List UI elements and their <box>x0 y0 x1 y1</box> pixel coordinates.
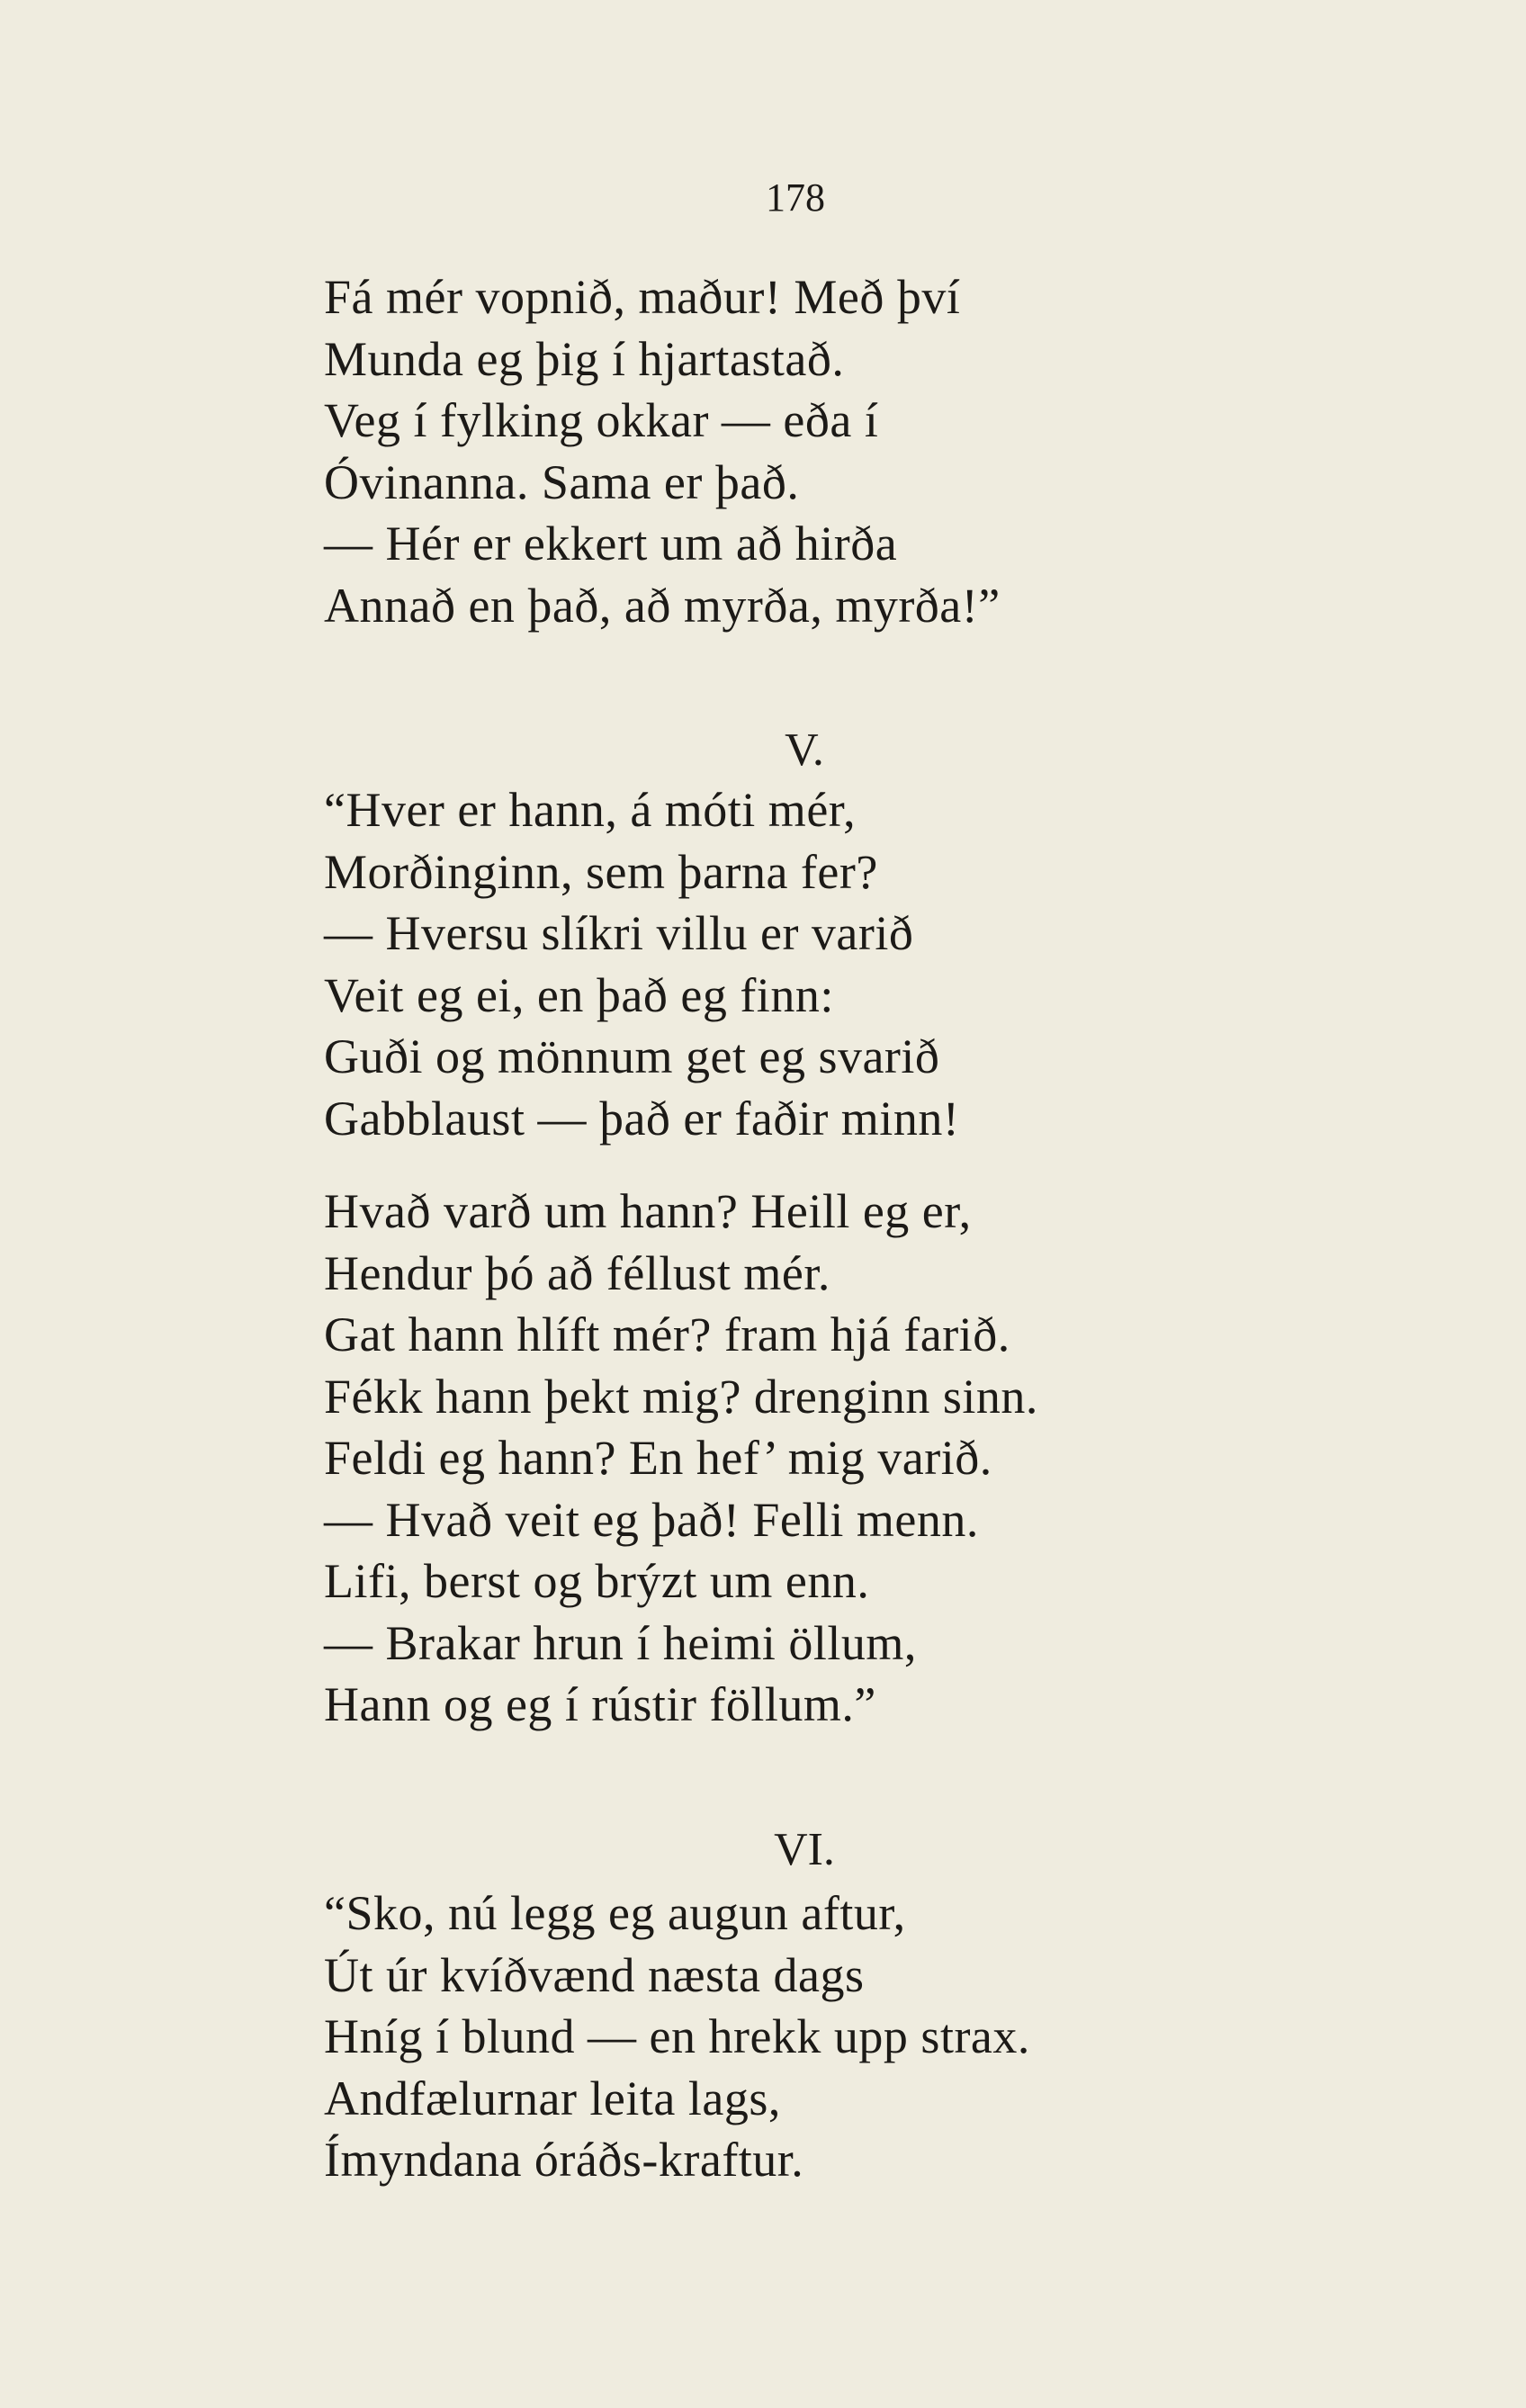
verse-line: Hvað varð um hann? Heill eg er, <box>324 1184 972 1238</box>
verse-line: Fékk hann þekt mig? drenginn sinn. <box>324 1369 1038 1424</box>
verse-line: — Hér er ekkert um að hirða <box>324 517 898 571</box>
verse-line: Andfælurnar leita lags, <box>324 2071 781 2125</box>
verse-line: Guði og mönnum get eg svarið <box>324 1029 940 1083</box>
section-heading-vi: VI. <box>774 1824 835 1875</box>
stanza-1 <box>324 266 1314 636</box>
stanza-4 <box>324 1882 1314 2191</box>
verse-line: Fá mér vopnið, maður! Með því <box>324 270 961 324</box>
section-heading-v: V. <box>785 724 824 776</box>
verse-line: Lifi, berst og brýzt um enn. <box>324 1554 870 1608</box>
verse-line: Munda eg þig í hjartastað. <box>324 331 845 386</box>
verse-line: Morðinginn, sem þarna fer? <box>324 844 878 899</box>
verse-line: Annað en það, að myrða, myrða!” <box>324 578 1001 633</box>
page-number: 178 <box>766 175 825 220</box>
verse-line: Hníg í blund — en hrekk upp strax. <box>324 2009 1030 2063</box>
verse-line: Veit eg ei, en það eg finn: <box>324 967 834 1022</box>
verse-line: Gat hann hlíft mér? fram hjá farið. <box>324 1307 1010 1361</box>
verse-line: Hann og eg í rústir föllum.” <box>324 1677 876 1731</box>
stanza-3 <box>324 1181 1314 1736</box>
verse-line: Gabblaust — það er faðir minn! <box>324 1091 960 1146</box>
verse-line: — Hversu slíkri villu er varið <box>324 906 914 960</box>
verse-line: Út úr kvíðvænd næsta dags <box>324 1947 865 2002</box>
verse-line: Hendur þó að féllust mér. <box>324 1245 830 1300</box>
verse-line: Ímyndana óráðs-kraftur. <box>324 2133 804 2187</box>
verse-line: — Hvað veit eg það! Felli menn. <box>324 1492 979 1547</box>
verse-line: “Sko, nú legg eg augun aftur, <box>324 1886 906 1940</box>
verse-line: Feldi eg hann? En hef’ mig varið. <box>324 1431 992 1485</box>
verse-line: “Hver er hann, á móti mér, <box>324 783 857 837</box>
verse-line: Óvinanna. Sama er það. <box>324 454 800 509</box>
verse-line: Veg í fylking okkar — eða í <box>324 393 879 447</box>
stanza-2 <box>324 779 1314 1149</box>
verse-line: — Brakar hrun í heimi öllum, <box>324 1615 917 1670</box>
